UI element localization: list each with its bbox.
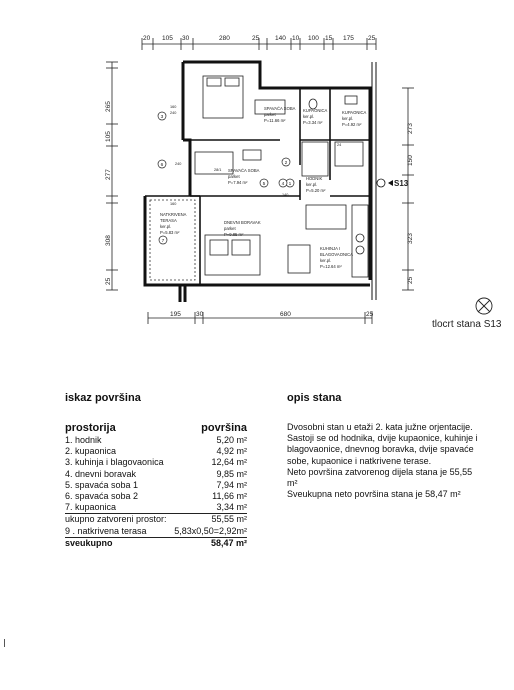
margin-mark <box>4 639 5 647</box>
room-name: 7. kupaonica <box>65 502 117 513</box>
room-label-kupaonica2: KUPAONICA <box>342 110 367 115</box>
unit-entrance-marker <box>377 179 409 188</box>
room-label-kupaonica7: KUPAONICA <box>303 108 328 113</box>
room-name: 5. spavaća soba 1 <box>65 479 139 490</box>
room-name: 6. spavaća soba 2 <box>65 491 139 502</box>
unit-tag: S13 <box>394 179 409 188</box>
floor-plan <box>0 0 514 340</box>
room-number-6: 6 <box>160 163 164 168</box>
terrace-value: 5,83x0,50=2,92m² <box>174 525 247 536</box>
room-floor-kupaonica2: ker.pl. <box>342 116 354 121</box>
description-line: Sveukupna neto površina stana je 58,47 m² <box>287 489 461 500</box>
room-area: 7,94 m² <box>216 479 247 490</box>
table-row <box>65 469 247 480</box>
small-label-5: 160 <box>170 202 177 206</box>
kitchen-counter <box>352 205 368 277</box>
room-label-kuhinja-2: BLAGOVAONICA <box>320 252 353 257</box>
dim-right-3: 323 <box>407 233 414 244</box>
table-row <box>65 446 247 457</box>
room-area: 11,66 m² <box>212 491 247 502</box>
room-area-kuhinja: P=12.64 m² <box>320 264 342 269</box>
dim-bottom-1: 195 <box>170 311 181 318</box>
room-area-terasa: P=5.83 m² <box>160 230 180 235</box>
room-area: 4,92 m² <box>216 446 247 457</box>
room-number-7: 7 <box>161 239 165 244</box>
room-floor-kuhinja: ker.pl. <box>320 258 332 263</box>
room-floor-spavaca1: parket <box>228 174 240 179</box>
dim-bottom-4: 25 <box>366 311 374 318</box>
table-row <box>65 491 247 502</box>
room-label-kuhinja-1: KUHINJA I <box>320 246 341 251</box>
table-row <box>65 435 247 446</box>
dim-top-9: 15 <box>325 35 333 42</box>
small-label-6: 140 <box>282 193 289 197</box>
room-area-spavaca2: P=11.66 m² <box>264 118 286 123</box>
dim-top-8: 100 <box>308 35 319 42</box>
room-name: 2. kupaonica <box>65 446 117 457</box>
room-area: 3,34 m² <box>216 502 247 513</box>
terrace-label: 9 . natkrivena terasa <box>65 525 147 536</box>
room-area-kupaonica7: P=3.34 m² <box>303 120 323 125</box>
subtotal-row <box>65 513 247 525</box>
dim-right-2: 150 <box>407 155 414 166</box>
dim-left-5: 25 <box>105 277 112 285</box>
bottom-dimension-line <box>148 312 372 324</box>
table-row <box>65 457 247 468</box>
dim-left-3: 277 <box>105 169 112 180</box>
dim-left-4: 308 <box>105 235 112 246</box>
room-area-kupaonica2: P=4.92 m² <box>342 122 362 127</box>
area-table-header <box>65 422 247 435</box>
room-name: 1. hodnik <box>65 435 102 445</box>
room-name: 3. kuhinja i blagovaonica <box>65 457 164 468</box>
room-area-spavaca1: P=7.94 m² <box>228 180 248 185</box>
dining-table <box>288 245 310 273</box>
description-line: Sastoji se od hodnika, dvije kupaonice, kuhinje i blagovaonice, dnevnog boravka, dvije spavaće sobe, kupaonice i natkrivene terase. <box>287 433 478 466</box>
table-row <box>65 502 247 513</box>
dim-right-4: 25 <box>407 276 414 284</box>
room-floor-kupaonica7: ker.pl. <box>303 114 315 119</box>
dim-top-7: 10 <box>292 35 300 42</box>
bathtub <box>302 142 328 176</box>
room-area: 12,64 m² <box>211 457 247 468</box>
area-table <box>65 422 247 549</box>
dim-top-11: 25 <box>368 35 376 42</box>
dim-right-1: 273 <box>407 123 414 134</box>
subtotal-label: ukupno zatvoreni prostor: <box>65 514 167 525</box>
total-value: 58,47 m² <box>210 537 247 548</box>
right-facade <box>372 62 376 300</box>
double-bed <box>203 76 243 118</box>
room-area: 5,20 m² <box>216 435 247 445</box>
dim-top-1: 20 <box>143 35 151 42</box>
room-number-5: 5 <box>262 182 266 187</box>
col-room: prostorija <box>65 422 116 434</box>
room-label-spavaca1: SPAVAĆA SOBA <box>228 168 260 173</box>
description-title: opis stana <box>287 392 342 404</box>
areas-title: iskaz površina <box>65 392 141 404</box>
room-number-3: 3 <box>160 115 164 120</box>
apartment-description <box>287 422 479 500</box>
room-number-2: 2 <box>284 161 288 166</box>
hall-wardrobe <box>306 205 346 229</box>
room-area-hodnik: P=5.20 m² <box>306 188 326 193</box>
description-line: Dvosobni stan u etaži 2. kata južne orjentacije. <box>287 422 473 432</box>
description-line: Neto površina zatvorenog dijela stana je 55,55 m² <box>287 466 473 489</box>
total-row <box>65 537 247 549</box>
dim-top-10: 175 <box>343 35 354 42</box>
dim-bottom-3: 680 <box>280 311 291 318</box>
dim-top-4: 280 <box>219 35 230 42</box>
room-label-terasa-2: TERASA <box>160 218 177 223</box>
room-area: 9,85 m² <box>216 468 247 479</box>
small-label-2: 240 <box>170 111 177 115</box>
dim-top-3: 30 <box>182 35 190 42</box>
small-label-7: 28/1 <box>214 168 222 172</box>
small-label-1: 160 <box>170 105 177 109</box>
dim-top-2: 105 <box>162 35 173 42</box>
dim-top-6: 140 <box>275 35 286 42</box>
subtotal-value: 55,55 m² <box>211 514 247 525</box>
room-label-hodnik: HODNIK <box>306 176 323 181</box>
col-area: površina <box>201 422 247 434</box>
room-number-4: 4 <box>281 182 285 187</box>
terrace-row <box>65 526 247 537</box>
room-floor-hodnik: ker.pl. <box>306 182 318 187</box>
room-number-1: 1 <box>288 182 292 187</box>
desk <box>243 150 261 160</box>
small-label-3: 240 <box>175 162 182 166</box>
room-area-boravak: P=9.85 m² <box>224 232 244 237</box>
room-label-terasa-1: NATKRIVENA <box>160 212 187 217</box>
dim-left-2: 105 <box>105 131 112 142</box>
plan-caption: tlocrt stana S13 <box>432 319 502 330</box>
north-arrow-icon <box>476 298 492 314</box>
room-floor-boravak: parket <box>224 226 236 231</box>
room-name: 4. dnevni boravak <box>65 468 137 479</box>
room-floor-terasa: ker.pl. <box>160 224 172 229</box>
small-label-4: 24 <box>337 143 342 147</box>
dim-left-1: 265 <box>105 101 112 112</box>
dim-bottom-2: 30 <box>196 311 204 318</box>
dim-top-5: 25 <box>252 35 260 42</box>
room-label-boravak: DNEVNI BORAVAK <box>224 220 261 225</box>
table-row <box>65 480 247 491</box>
total-label: sveukupno <box>65 537 113 548</box>
right-dimension-line <box>402 88 414 290</box>
washbasin <box>345 96 357 104</box>
room-floor-spavaca2: parket <box>264 112 276 117</box>
room-label-spavaca2: SPAVAĆA SOBA <box>264 106 296 111</box>
